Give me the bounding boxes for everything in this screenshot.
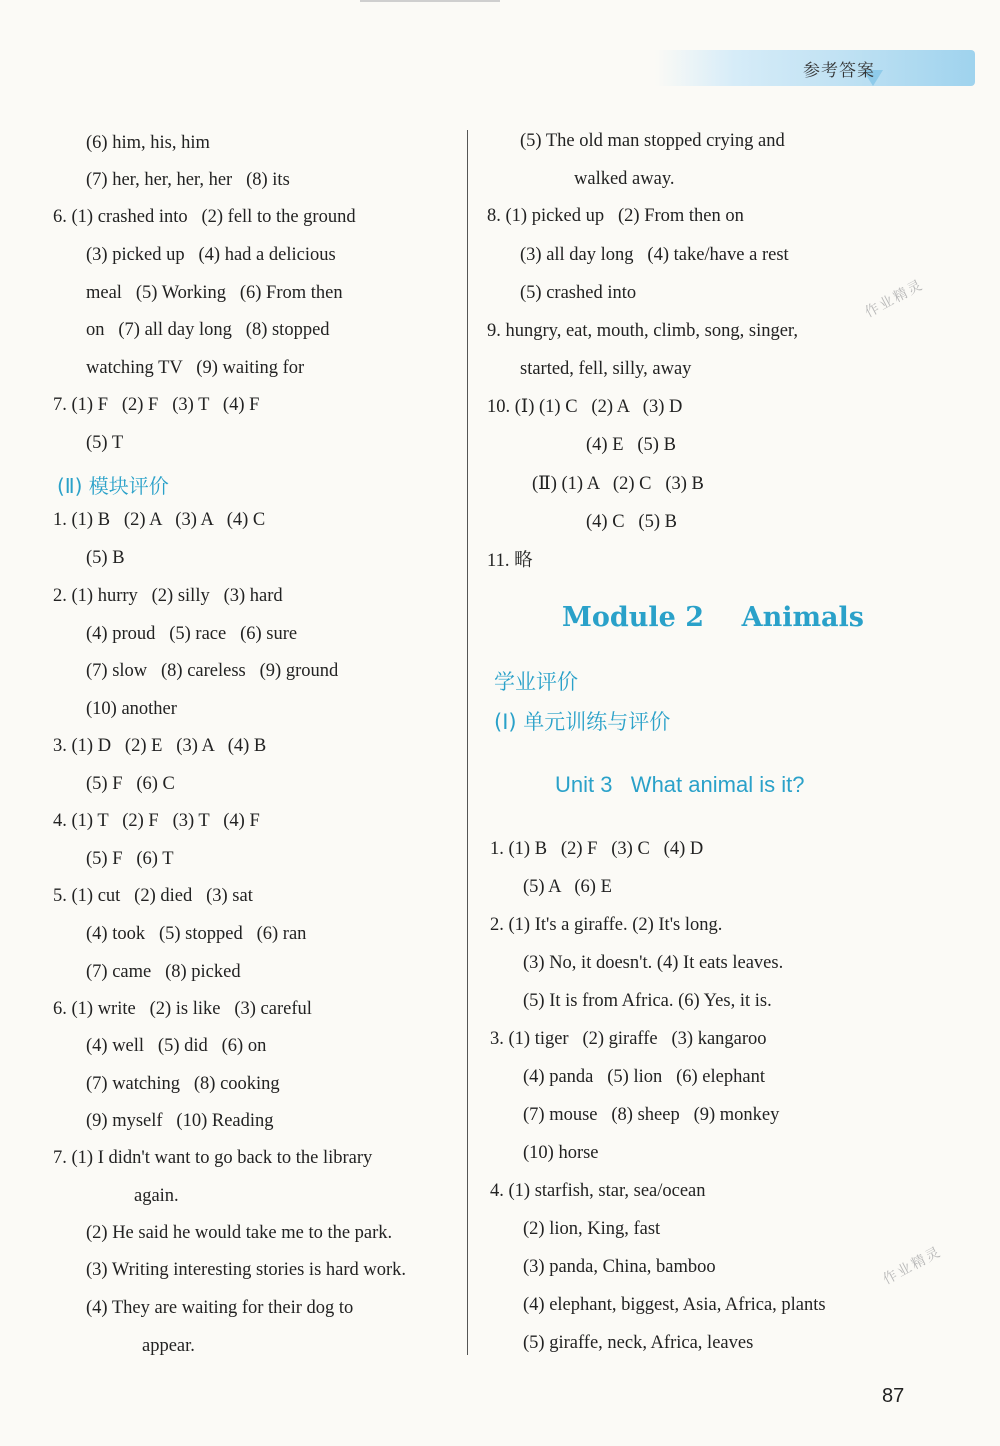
answer-line: (6) him, his, him (86, 133, 210, 153)
answer-line: (5) The old man stopped crying and (520, 131, 785, 151)
answer-line: 5. (1) cut (2) died (3) sat (53, 886, 253, 906)
section-heading-academic-evaluation: 学业评价 (494, 670, 578, 694)
answer-line: (3) panda, China, bamboo (523, 1257, 716, 1277)
answer-line: (5) F (6) C (86, 774, 175, 794)
answer-line: (2) He said he would take me to the park. (86, 1223, 393, 1243)
top-edge-line (360, 0, 500, 2)
answer-line: (7) watching (8) cooking (86, 1074, 280, 1094)
answer-line: (3) No, it doesn't. (4) It eats leaves. (523, 953, 784, 973)
answer-line: 10. (Ⅰ) (1) C (2) A (3) D (487, 397, 683, 417)
answer-line: 6. (1) crashed into (2) fell to the ground (53, 207, 356, 227)
watermark-stamp: 作业精灵 (880, 1243, 945, 1288)
answer-line: watching TV (9) waiting for (86, 358, 305, 378)
answer-line: 8. (1) picked up (2) From then on (487, 206, 744, 226)
answer-line: (7) mouse (8) sheep (9) monkey (523, 1105, 780, 1125)
answer-line: 3. (1) D (2) E (3) A (4) B (53, 736, 267, 756)
answer-line: walked away. (574, 169, 675, 189)
answer-line: (4) well (5) did (6) on (86, 1036, 267, 1056)
answer-line: (3) picked up (4) had a delicious (86, 245, 336, 265)
answer-line: (4) proud (5) race (6) sure (86, 624, 298, 644)
answer-line: (3) all day long (4) take/have a rest (520, 245, 789, 265)
answer-line: 2. (1) hurry (2) silly (3) hard (53, 586, 283, 606)
answer-line: (5) crashed into (520, 283, 637, 303)
page-number: 87 (882, 1385, 905, 1407)
answer-line: (9) myself (10) Reading (86, 1111, 274, 1131)
answer-line: (4) elephant, biggest, Asia, Africa, plants (523, 1295, 826, 1315)
answer-line: meal (5) Working (6) From then (86, 283, 343, 303)
answer-line: 4. (1) starfish, star, sea/ocean (490, 1181, 706, 1201)
answer-line: 11. 略 (487, 551, 533, 571)
answer-line: 9. hungry, eat, mouth, climb, song, singer, (487, 321, 798, 341)
answer-line: 4. (1) T (2) F (3) T (4) F (53, 811, 260, 831)
column-divider (467, 130, 468, 1355)
answer-line: 7. (1) I didn't want to go back to the library (53, 1148, 373, 1168)
answer-line: (7) came (8) picked (86, 962, 241, 982)
section-heading-unit-training: (Ⅰ) 单元训练与评价 (494, 710, 671, 734)
answer-line: (5) T (86, 433, 124, 453)
answer-line: (Ⅱ) (1) A (2) C (3) B (532, 474, 704, 494)
answer-line: (5) F (6) T (86, 849, 174, 869)
answer-line: (10) another (86, 699, 177, 719)
answer-line: again. (134, 1186, 179, 1206)
answer-line: (5) It is from Africa. (6) Yes, it is. (523, 991, 772, 1011)
answer-line: (2) lion, King, fast (523, 1219, 661, 1239)
answer-line: (4) took (5) stopped (6) ran (86, 924, 307, 944)
section-heading-module-review: (Ⅱ) 模块评价 (57, 474, 169, 498)
answer-line: on (7) all day long (8) stopped (86, 320, 330, 340)
answer-line: (7) her, her, her, her (8) its (86, 170, 290, 190)
answer-line: (4) E (5) B (586, 435, 676, 455)
answer-line: (10) horse (523, 1143, 599, 1163)
answer-line: (4) panda (5) lion (6) elephant (523, 1067, 765, 1087)
unit-title: Unit 3 What animal is it? (555, 772, 805, 797)
answer-line: (4) C (5) B (586, 512, 677, 532)
answer-line: (7) slow (8) careless (9) ground (86, 661, 339, 681)
answer-line: 3. (1) tiger (2) giraffe (3) kangaroo (490, 1029, 767, 1049)
answer-line: (5) B (86, 548, 125, 568)
answer-line: 1. (1) B (2) F (3) C (4) D (490, 839, 704, 859)
module-title: Module 2 Animals (562, 602, 864, 633)
answer-line: (4) They are waiting for their dog to (86, 1298, 354, 1318)
answer-line: 6. (1) write (2) is like (3) careful (53, 999, 312, 1019)
answer-line: started, fell, silly, away (520, 359, 692, 379)
answer-line: 7. (1) F (2) F (3) T (4) F (53, 395, 260, 415)
header-banner (655, 50, 975, 86)
answer-line: appear. (142, 1336, 195, 1356)
watermark-stamp: 作业精灵 (862, 276, 927, 321)
answer-line: 1. (1) B (2) A (3) A (4) C (53, 510, 266, 530)
answer-line: (5) A (6) E (523, 877, 612, 897)
answer-line: (3) Writing interesting stories is hard work. (86, 1260, 407, 1280)
header-title: 参考答案 (803, 61, 875, 81)
answer-line: (5) giraffe, neck, Africa, leaves (523, 1333, 754, 1353)
answer-line: 2. (1) It's a giraffe. (2) It's long. (490, 915, 723, 935)
